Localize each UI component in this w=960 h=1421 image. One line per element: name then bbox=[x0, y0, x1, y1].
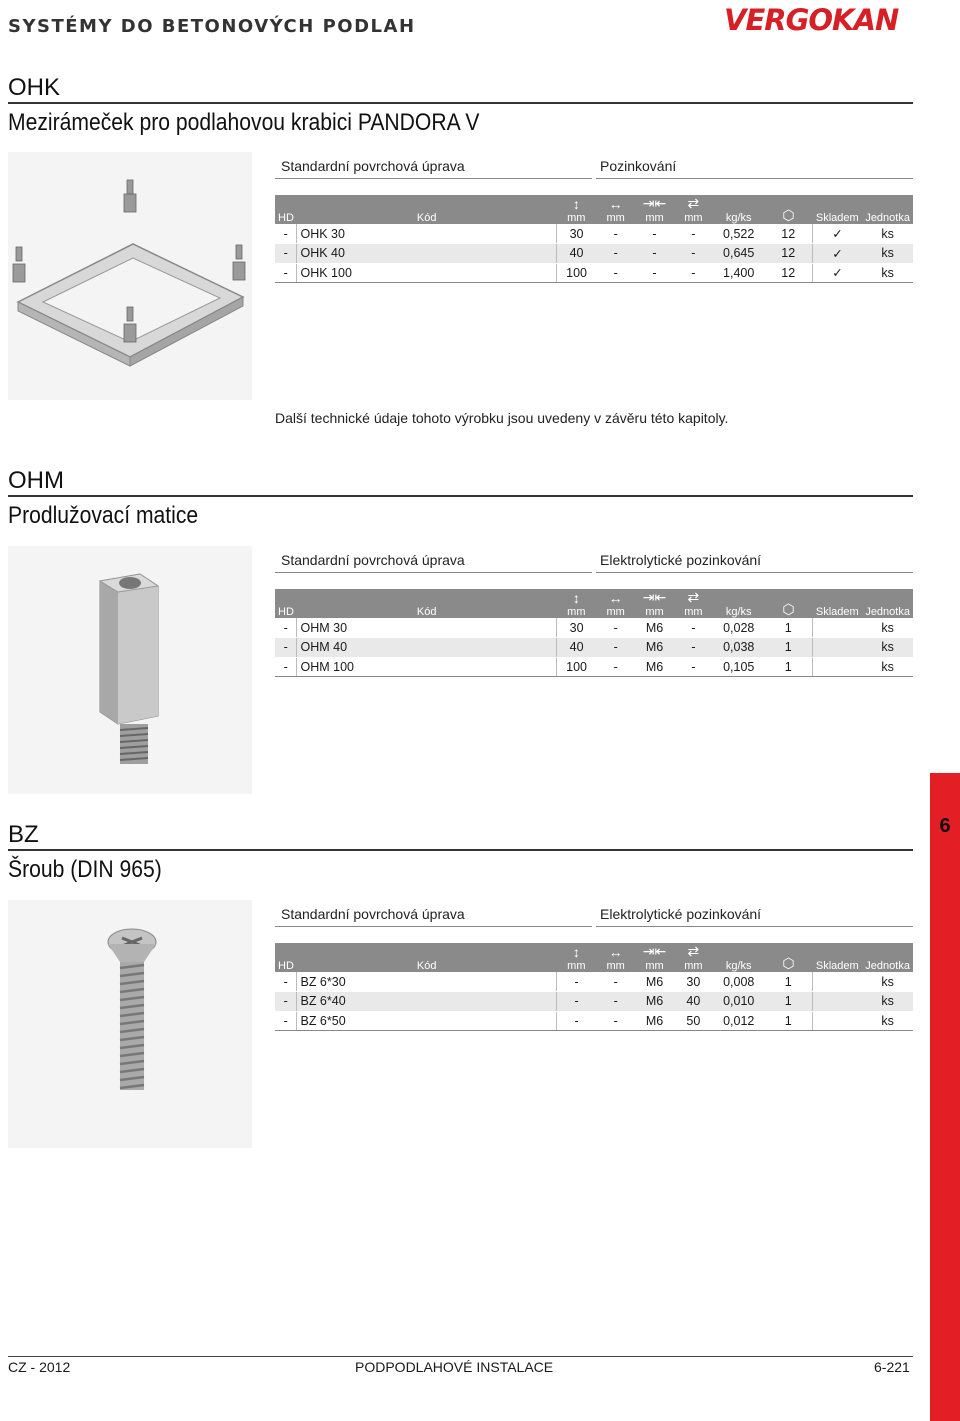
finish-rule-left bbox=[275, 178, 592, 179]
header-hd: HD bbox=[275, 943, 297, 972]
product-photo-ohk bbox=[8, 152, 252, 400]
chapter-number: 6 bbox=[939, 815, 951, 837]
product-code: OHK 100 bbox=[297, 263, 556, 283]
unit-mm: mm bbox=[684, 212, 703, 224]
chapter-tab bbox=[930, 773, 960, 1421]
finish-standard-label: Standardní povrchová úprava bbox=[281, 158, 465, 174]
section-divider bbox=[8, 102, 913, 104]
header-kod: Kód bbox=[297, 943, 556, 972]
finish-type-label: Elektrolytické pozinkování bbox=[600, 552, 762, 568]
product-code: BZ 6*30 bbox=[297, 972, 556, 992]
finish-rule-left bbox=[275, 926, 592, 927]
product-code: OHK 40 bbox=[297, 244, 556, 264]
header-skladem: Skladem bbox=[812, 589, 862, 618]
product-code: OHK 30 bbox=[297, 224, 556, 244]
spec-table-ohm bbox=[275, 589, 913, 677]
page-header-title: SYSTÉMY DO BETONOVÝCH PODLAH bbox=[8, 16, 416, 37]
section-code-ohk: OHK bbox=[8, 74, 61, 101]
header-weight: kg/ks bbox=[713, 943, 765, 972]
section-name-ohk: Mezirámeček pro podlahovou krabici PANDORA V bbox=[8, 109, 480, 136]
length-arrow-icon: ⇄ bbox=[687, 943, 700, 959]
height-arrow-icon: ↕ bbox=[572, 590, 580, 606]
header-hd: HD bbox=[275, 589, 297, 618]
stock-check-icon: ✓ bbox=[812, 263, 862, 283]
thread-icon: ⇥⇤ bbox=[642, 943, 667, 959]
table-row: - OHM 40 40 - M6 - 0,038 1 ks bbox=[275, 638, 913, 658]
header-jednotka: Jednotka bbox=[862, 943, 913, 972]
svg-text:VERGOKAN: VERGOKAN bbox=[724, 4, 899, 34]
product-code: OHM 100 bbox=[297, 657, 556, 677]
header-weight: kg/ks bbox=[713, 589, 765, 618]
header-kod: Kód bbox=[297, 195, 556, 224]
finish-rule-right bbox=[596, 178, 913, 179]
finish-rule-right bbox=[596, 926, 913, 927]
table-row: - OHK 40 40 - - - 0,645 12 ✓ ks bbox=[275, 244, 913, 264]
thread-icon: ⇥⇤ bbox=[642, 195, 667, 211]
section-divider bbox=[8, 849, 913, 851]
header-jednotka: Jednotka bbox=[862, 589, 913, 618]
stock-check-icon: ✓ bbox=[812, 244, 862, 264]
length-arrow-icon: ⇄ bbox=[687, 589, 700, 605]
table-row: - BZ 6*30 - - M6 30 0,008 1 ks bbox=[275, 972, 913, 992]
unit-mm: mm bbox=[567, 606, 586, 618]
header-hd: HD bbox=[275, 195, 297, 224]
table-row: - BZ 6*50 - - M6 50 0,012 1 ks bbox=[275, 1011, 913, 1031]
screw-icon bbox=[8, 900, 252, 1148]
width-arrow-icon: ↔ bbox=[608, 590, 623, 606]
box-icon: ⬡ bbox=[782, 601, 795, 617]
product-code: BZ 6*50 bbox=[297, 1011, 556, 1031]
product-code: OHM 40 bbox=[297, 638, 556, 658]
length-arrow-icon: ⇄ bbox=[687, 195, 700, 211]
product-photo-bz bbox=[8, 900, 252, 1148]
header-jednotka: Jednotka bbox=[862, 195, 913, 224]
footer-divider bbox=[8, 1356, 913, 1357]
finish-standard-label: Standardní povrchová úprava bbox=[281, 552, 465, 568]
unit-mm: mm bbox=[606, 960, 625, 972]
table-row: - OHK 30 30 - - - 0,522 12 ✓ ks bbox=[275, 224, 913, 244]
product-code: OHM 30 bbox=[297, 618, 556, 638]
section-name-ohm: Prodlužovací matice bbox=[8, 502, 199, 529]
finish-type-label: Elektrolytické pozinkování bbox=[600, 906, 762, 922]
section-code-ohm: OHM bbox=[8, 467, 64, 494]
thread-icon: ⇥⇤ bbox=[642, 589, 667, 605]
section-code-bz: BZ bbox=[8, 821, 39, 848]
box-icon: ⬡ bbox=[782, 955, 795, 971]
width-arrow-icon: ↔ bbox=[608, 944, 623, 960]
header-skladem: Skladem bbox=[812, 195, 862, 224]
header-skladem: Skladem bbox=[812, 943, 862, 972]
table-row: - OHK 100 100 - - - 1,400 12 ✓ ks bbox=[275, 263, 913, 283]
unit-mm: mm bbox=[645, 212, 664, 224]
product-photo-ohm bbox=[8, 546, 252, 794]
table-row: - OHM 30 30 - M6 - 0,028 1 ks bbox=[275, 618, 913, 638]
footer-edition: CZ - 2012 bbox=[8, 1359, 71, 1375]
box-icon: ⬡ bbox=[782, 207, 795, 223]
table-row: - OHM 100 100 - M6 - 0,105 1 ks bbox=[275, 657, 913, 677]
product-code: BZ 6*40 bbox=[297, 992, 556, 1012]
unit-mm: mm bbox=[684, 960, 703, 972]
finish-rule-right bbox=[596, 572, 913, 573]
height-arrow-icon: ↕ bbox=[572, 944, 580, 960]
header-weight: kg/ks bbox=[713, 195, 765, 224]
table-row: - BZ 6*40 - - M6 40 0,010 1 ks bbox=[275, 992, 913, 1012]
finish-rule-left bbox=[275, 572, 592, 573]
finish-type-label: Pozinkování bbox=[600, 158, 677, 174]
unit-mm: mm bbox=[645, 960, 664, 972]
finish-standard-label: Standardní povrchová úprava bbox=[281, 906, 465, 922]
unit-mm: mm bbox=[606, 606, 625, 618]
unit-mm: mm bbox=[567, 212, 586, 224]
vergokan-logo-icon bbox=[724, 4, 914, 34]
footer-chapter-title: PODPODLAHOVÉ INSTALACE bbox=[355, 1359, 554, 1375]
technical-note: Další technické údaje tohoto výrobku jsou uvedeny v závěru této kapitoly. bbox=[275, 410, 729, 426]
spec-table-bz bbox=[275, 943, 913, 1031]
stock-check-icon: ✓ bbox=[812, 224, 862, 244]
brand-logo bbox=[724, 4, 914, 34]
header-kod: Kód bbox=[297, 589, 556, 618]
height-arrow-icon: ↕ bbox=[572, 196, 580, 212]
unit-mm: mm bbox=[645, 606, 664, 618]
spec-table-ohk bbox=[275, 195, 913, 283]
frame-product-icon bbox=[8, 152, 252, 400]
section-divider bbox=[8, 495, 913, 497]
extension-nut-icon bbox=[8, 546, 252, 794]
width-arrow-icon: ↔ bbox=[608, 196, 623, 212]
footer-page-number: 6-221 bbox=[874, 1359, 910, 1375]
section-name-bz: Šroub (DIN 965) bbox=[8, 856, 162, 883]
unit-mm: mm bbox=[606, 212, 625, 224]
unit-mm: mm bbox=[567, 960, 586, 972]
unit-mm: mm bbox=[684, 606, 703, 618]
